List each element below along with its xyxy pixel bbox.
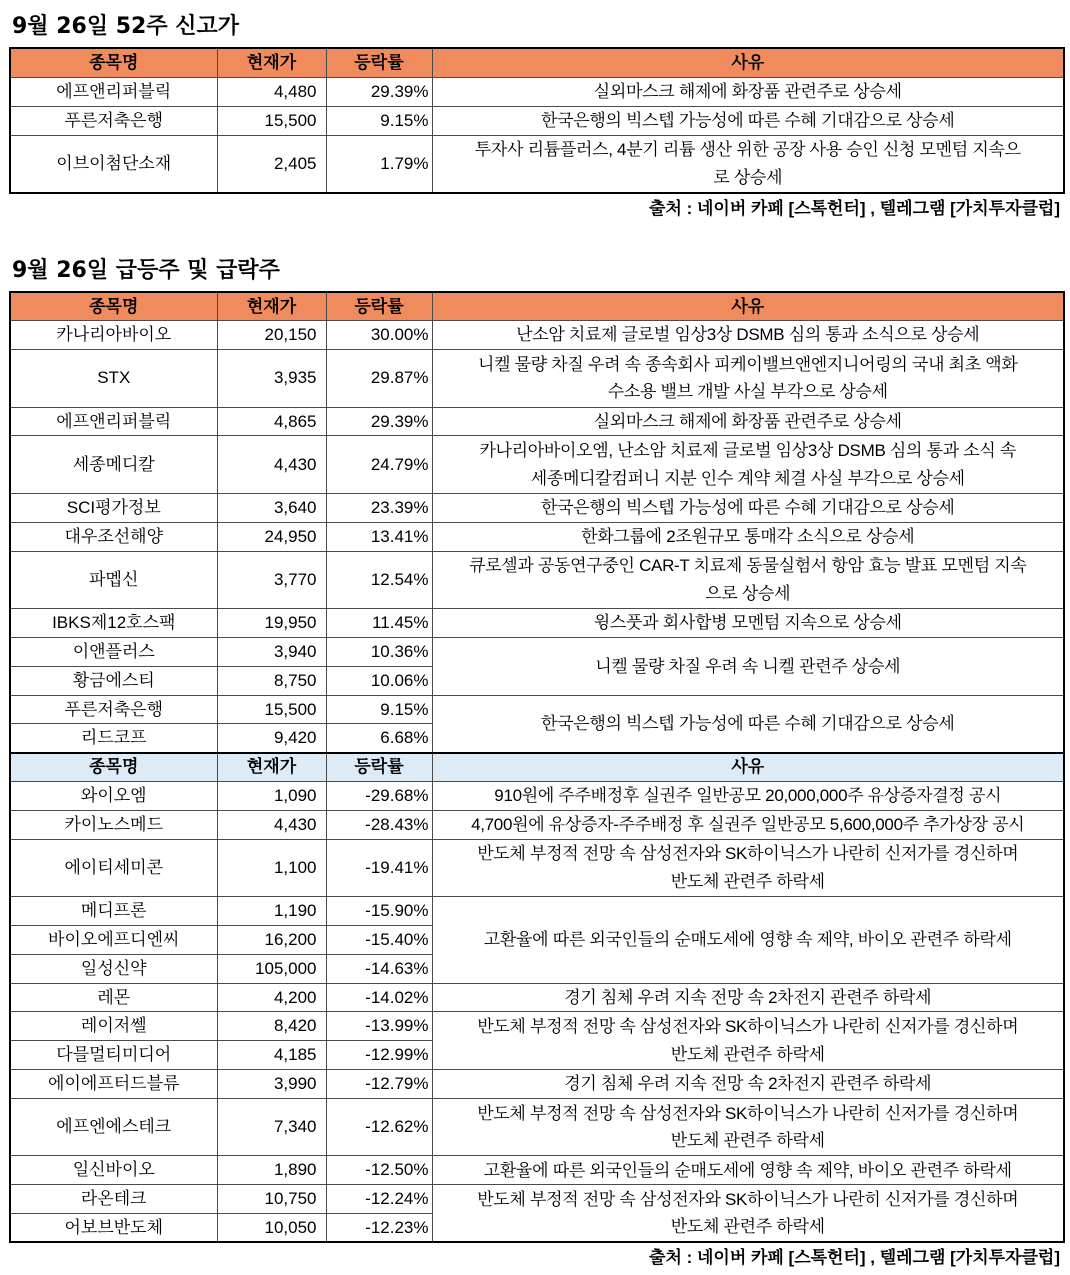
reason-line: 투자사 리튬플러스, 4분기 리튬 생산 위한 공장 사용 승인 신청 모멘텀 지속으 [474,140,1021,160]
change-rate-cell: -12.24% [326,1185,432,1214]
table-header-row [10,48,1064,77]
stock-name-cell: 카나리아바이오 [10,321,217,350]
gainer-row [10,436,1064,494]
change-rate-cell: 23.39% [326,494,432,523]
change-rate-cell: -13.99% [326,1012,432,1041]
loser-row [10,897,1064,926]
stock-name-cell: 어보브반도체 [10,1214,217,1243]
stock-name-cell: 라온테크 [10,1185,217,1214]
reason-line: 반도체 관련주 하락세 [670,1131,825,1151]
reason-line: 카나리아바이오엠, 난소암 치료제 글로벌 임상3상 DSMB 심의 통과 소식 속 [479,441,1017,461]
price-cell: 15,500 [217,106,326,135]
stock-name-cell: 일성신약 [10,954,217,983]
change-rate-cell: 29.39% [326,77,432,106]
change-rate-cell: 6.68% [326,724,432,753]
price-cell: 3,770 [217,551,326,609]
reason-line: 한국은행의 빅스텝 가능성에 따른 수혜 기대감으로 상승세 [541,498,955,518]
column-header-name: 종목명 [10,48,217,77]
loser-row [10,1098,1064,1156]
price-cell: 4,480 [217,77,326,106]
price-cell: 15,500 [217,695,326,724]
stock-name-cell: 와이오엠 [10,782,217,811]
change-rate-cell: 13.41% [326,522,432,551]
price-cell: 3,640 [217,494,326,523]
reason-line: 세종메디칼컴퍼니 지분 인수 계약 체결 사실 부각으로 상승세 [530,468,965,488]
stock-name-cell: 카이노스메드 [10,810,217,839]
stock-name-cell: 일신바이오 [10,1156,217,1185]
table-row [10,77,1064,106]
reason-line: 실외마스크 해제에 화장품 관련주로 상승세 [593,81,902,101]
reason-cell [432,436,1064,494]
loser-row [10,839,1064,897]
change-rate-cell: -14.02% [326,983,432,1012]
source-note: 출처 : 네이버 카페 [스톡헌터] , 텔레그램 [가치투자클럽] [649,1248,1060,1268]
change-rate-cell: -12.79% [326,1070,432,1099]
reason-cell [432,897,1064,983]
reason-cell [432,1012,1064,1070]
reason-cell [432,839,1064,897]
stock-name-cell: 레이저쎌 [10,1012,217,1041]
gainers-header-row [10,292,1064,321]
stock-name-cell: IBKS제12호스팩 [10,609,217,638]
reason-cell [432,695,1064,753]
change-rate-cell: 29.87% [326,350,432,408]
reason-cell [432,350,1064,408]
stock-name-cell: 리드코프 [10,724,217,753]
price-cell: 3,940 [217,638,326,667]
stock-name-cell: 푸른저축은행 [10,695,217,724]
reason-cell [432,1070,1064,1099]
reason-cell [432,810,1064,839]
new-high-title: 9월 26일 52주 신고가 [12,14,240,39]
loser-row [10,1012,1064,1041]
reason-line: 큐로셀과 공동연구중인 CAR-T 치료제 동물실험서 항암 효능 발표 모멘텀 지속 [469,556,1027,576]
reason-cell [432,522,1064,551]
stock-name-cell: 에이에프터드블류 [10,1070,217,1099]
stock-name-cell: 이브이첨단소재 [10,135,217,193]
price-cell: 8,420 [217,1012,326,1041]
stock-name-cell: 대우조선해양 [10,522,217,551]
movers-title: 9월 26일 급등주 및 급락주 [12,258,280,283]
price-cell: 16,200 [217,926,326,955]
column-header-change: 등락률 [326,48,432,77]
reason-cell [432,106,1064,135]
reason-line: 로 상승세 [713,167,783,187]
change-rate-cell: -12.99% [326,1041,432,1070]
stock-name-cell: 파멥신 [10,551,217,609]
price-cell: 7,340 [217,1098,326,1156]
reason-line: 고환율에 따른 외국인들의 순매도세에 영향 속 제약, 바이오 관련주 하락세 [483,1160,1012,1180]
reason-line: 반도체 관련주 하락세 [670,871,825,891]
change-rate-cell: 30.00% [326,321,432,350]
reason-cell [432,983,1064,1012]
price-cell: 2,405 [217,135,326,193]
reason-cell [432,551,1064,609]
reason-line: 910원에 주주배정후 실권주 일반공모 20,000,000주 유상증자결정 공시 [494,786,1002,806]
change-rate-cell: 29.39% [326,407,432,436]
gainer-row [10,494,1064,523]
table-row [10,106,1064,135]
price-cell: 3,990 [217,1070,326,1099]
reason-line: 반도체 관련주 하락세 [670,1217,825,1237]
price-cell: 10,050 [217,1214,326,1243]
change-rate-cell: 11.45% [326,609,432,638]
stock-name-cell: 황금에스티 [10,666,217,695]
price-cell: 4,430 [217,810,326,839]
column-header-reason: 사유 [432,48,1064,77]
reason-line: 한국은행의 빅스텝 가능성에 따른 수혜 기대감으로 상승세 [541,713,955,733]
losers-header-row [10,753,1064,782]
column-header-price: 현재가 [217,48,326,77]
reason-line: 경기 침체 우려 지속 전망 속 2차전지 관련주 하락세 [564,1074,932,1094]
change-rate-cell: 9.15% [326,695,432,724]
reason-line: 니켈 물량 차질 우려 속 니켈 관련주 상승세 [595,656,901,676]
reason-line: 고환율에 따른 외국인들의 순매도세에 영향 속 제약, 바이오 관련주 하락세 [483,930,1012,950]
reason-line: 니켈 물량 차질 우려 속 종속회사 피케이밸브앤엔지니어링의 국내 최초 액화 [477,354,1018,374]
change-rate-cell: -14.63% [326,954,432,983]
change-rate-cell: 12.54% [326,551,432,609]
change-rate-cell: -29.68% [326,782,432,811]
price-cell: 1,190 [217,897,326,926]
stock-name-cell: 에프엔에스테크 [10,1098,217,1156]
stock-name-cell: 푸른저축은행 [10,106,217,135]
change-rate-cell: -12.50% [326,1156,432,1185]
reason-cell [432,1156,1064,1185]
reason-cell [432,494,1064,523]
price-cell: 1,100 [217,839,326,897]
price-cell: 1,090 [217,782,326,811]
change-rate-cell: -12.62% [326,1098,432,1156]
gainer-row [10,638,1064,667]
gainer-row [10,407,1064,436]
stock-name-cell: 에프앤리퍼블릭 [10,407,217,436]
price-cell: 4,185 [217,1041,326,1070]
reason-line: 반도체 부정적 전망 속 삼성전자와 SK하이닉스가 나란히 신저가를 경신하며 [477,844,1019,864]
price-cell: 1,890 [217,1156,326,1185]
reason-cell [432,1098,1064,1156]
reason-line: 실외마스크 해제에 화장품 관련주로 상승세 [593,411,902,431]
reason-cell [432,407,1064,436]
price-cell: 4,865 [217,407,326,436]
loser-row [10,983,1064,1012]
gainer-row [10,609,1064,638]
column-header-name: 종목명 [10,753,217,782]
loser-row [10,1156,1064,1185]
change-rate-cell: -15.40% [326,926,432,955]
stock-name-cell: STX [10,350,217,408]
column-header-price: 현재가 [217,292,326,321]
change-rate-cell: 24.79% [326,436,432,494]
reason-cell [432,77,1064,106]
loser-row [10,1070,1064,1099]
reason-line: 4,700원에 유상증자-주주배정 후 실권주 일반공모 5,600,000주 추가상장 공시 [471,814,1025,834]
column-header-change: 등락률 [326,753,432,782]
reason-line: 반도체 관련주 하락세 [670,1044,825,1064]
price-cell: 105,000 [217,954,326,983]
reason-line: 수소용 밸브 개발 사실 부각으로 상승세 [607,382,888,402]
price-cell: 19,950 [217,609,326,638]
stock-name-cell: 에프앤리퍼블릭 [10,77,217,106]
reason-line: 한화그룹에 2조원규모 통매각 소식으로 상승세 [581,527,915,547]
stock-name-cell: 다믈멀티미디어 [10,1041,217,1070]
column-header-price: 현재가 [217,753,326,782]
stock-name-cell: SCI평가정보 [10,494,217,523]
column-header-change: 등락률 [326,292,432,321]
gainer-row [10,551,1064,609]
loser-row [10,1185,1064,1214]
price-cell: 4,430 [217,436,326,494]
table-row [10,135,1064,193]
price-cell: 8,750 [217,666,326,695]
price-cell: 9,420 [217,724,326,753]
stock-name-cell: 레몬 [10,983,217,1012]
loser-row [10,810,1064,839]
movers-table [9,291,1065,1243]
reason-line: 반도체 부정적 전망 속 삼성전자와 SK하이닉스가 나란히 신저가를 경신하며 [477,1103,1019,1123]
gainer-row [10,321,1064,350]
gainer-row [10,522,1064,551]
change-rate-cell: 10.06% [326,666,432,695]
column-header-reason: 사유 [432,292,1064,321]
source-note: 출처 : 네이버 카페 [스톡헌터] , 텔레그램 [가치투자클럽] [649,199,1060,218]
gainer-row [10,695,1064,724]
price-cell: 4,200 [217,983,326,1012]
reason-cell [432,782,1064,811]
change-rate-cell: -28.43% [326,810,432,839]
column-header-reason: 사유 [432,753,1064,782]
reason-line: 반도체 부정적 전망 속 삼성전자와 SK하이닉스가 나란히 신저가를 경신하며 [477,1017,1019,1037]
stock-name-cell: 메디프론 [10,897,217,926]
stock-name-cell: 바이오에프디엔씨 [10,926,217,955]
change-rate-cell: -19.41% [326,839,432,897]
reason-line: 윙스풋과 회사합병 모멘텀 지속으로 상승세 [593,613,902,633]
reason-cell [432,1185,1064,1243]
reason-line: 반도체 부정적 전망 속 삼성전자와 SK하이닉스가 나란히 신저가를 경신하며 [477,1189,1019,1209]
column-header-name: 종목명 [10,292,217,321]
reason-line: 한국은행의 빅스텝 가능성에 따른 수혜 기대감으로 상승세 [541,110,955,130]
change-rate-cell: 10.36% [326,638,432,667]
reason-line: 으로 상승세 [705,583,791,603]
reason-line: 난소암 치료제 글로벌 임상3상 DSMB 심의 통과 소식으로 상승세 [516,325,980,345]
reason-line: 경기 침체 우려 지속 전망 속 2차전지 관련주 하락세 [564,987,932,1007]
reason-cell [432,638,1064,696]
change-rate-cell: 9.15% [326,106,432,135]
price-cell: 3,935 [217,350,326,408]
price-cell: 24,950 [217,522,326,551]
change-rate-cell: -15.90% [326,897,432,926]
reason-cell [432,609,1064,638]
reason-cell [432,321,1064,350]
change-rate-cell: -12.23% [326,1214,432,1243]
change-rate-cell: 1.79% [326,135,432,193]
new-high-table [9,47,1065,194]
stock-name-cell: 이앤플러스 [10,638,217,667]
stock-name-cell: 에이티세미콘 [10,839,217,897]
stock-name-cell: 세종메디칼 [10,436,217,494]
reason-cell [432,135,1064,193]
price-cell: 10,750 [217,1185,326,1214]
loser-row [10,782,1064,811]
price-cell: 20,150 [217,321,326,350]
gainer-row [10,350,1064,408]
